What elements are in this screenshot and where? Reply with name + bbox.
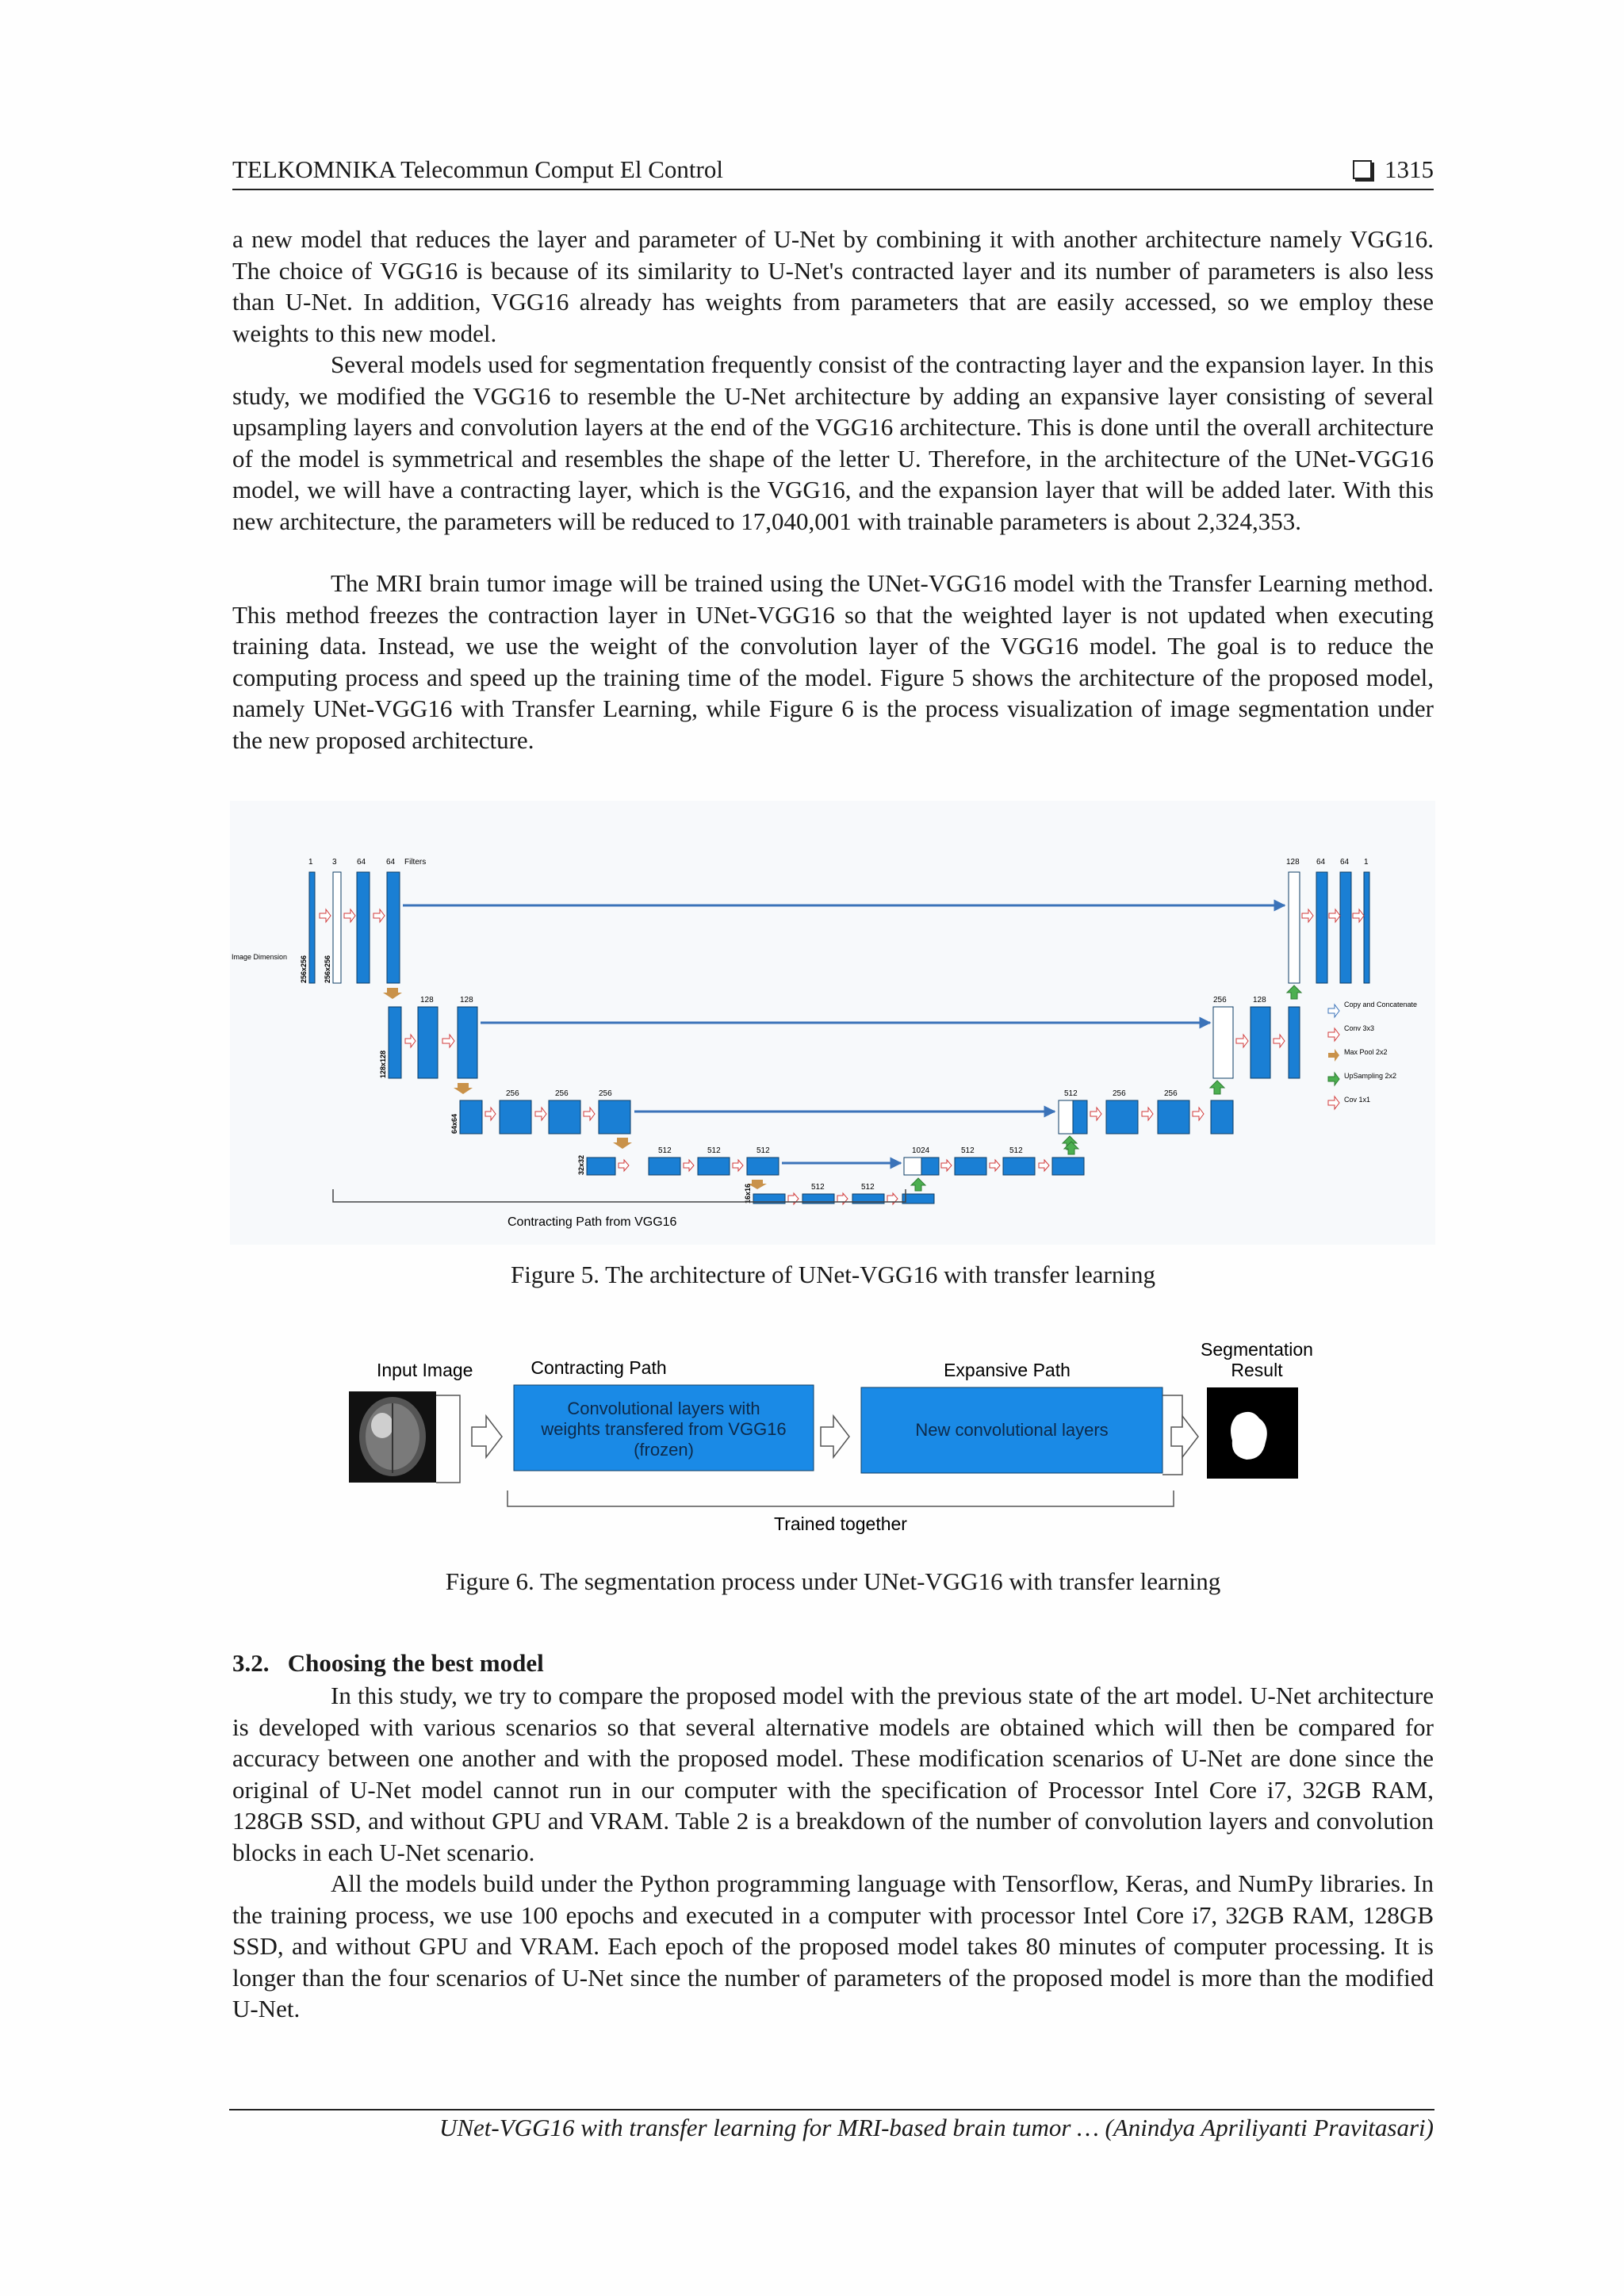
label: 512 <box>961 1146 975 1155</box>
expansive-text: New convolutional layers <box>915 1420 1109 1440</box>
figure-5-unet-architecture <box>230 801 1435 1245</box>
contracting-text: weights transfered from VGG16 <box>541 1419 787 1439</box>
legend-label: Conv 3x3 <box>1344 1024 1375 1032</box>
dim-label: 64x64 <box>450 1113 458 1134</box>
contracting-path-label: Contracting Path <box>530 1357 667 1378</box>
block <box>1073 1100 1087 1134</box>
block <box>747 1158 779 1175</box>
block <box>549 1100 580 1134</box>
block <box>1316 872 1327 983</box>
flow-arrow-icon <box>1171 1416 1198 1457</box>
label: 256 <box>1113 1089 1126 1098</box>
block <box>309 872 315 983</box>
label: 512 <box>1064 1089 1078 1098</box>
legend-label: UpSampling 2x2 <box>1344 1072 1397 1080</box>
label: 256 <box>555 1089 569 1098</box>
filters-label: Filters <box>404 858 427 867</box>
paragraph-1: a new model that reduces the layer and parameter of U-Net by combining it with another architecture namely VGG16. The choice of VGG16 is because of its similarity to U-Net's contracted layer and its number of parameters is also less than U-Net. In addition, VGG16 already has weights from parameters that are easily accessed, so we employ these weights to this new model. <box>232 225 1434 347</box>
label: 256 <box>599 1089 612 1098</box>
contracting-text: Convolutional layers with <box>567 1399 760 1418</box>
dim-label: 32x32 <box>577 1154 585 1175</box>
label: 3 <box>332 858 337 867</box>
block <box>955 1158 986 1175</box>
figure-6-caption: Figure 6. The segmentation process under UNet-VGG16 with transfer learning <box>445 1567 1221 1595</box>
block <box>904 1158 921 1175</box>
block <box>1213 1007 1233 1078</box>
block <box>357 872 370 983</box>
segmentation-result-label: Result <box>1231 1360 1283 1380</box>
dim-label: 128x128 <box>379 1050 387 1078</box>
page-number: 1315 <box>1353 155 1434 184</box>
label: 64 <box>386 858 396 867</box>
paragraph-3: The MRI brain tumor image will be trained using the UNet-VGG16 model with the Transfer Learning method. This method freezes the contraction layer in UNet-VGG16 so that the weighted layer is not updated when executing training data. Instead, we use the weight of the convolution layer of the VGG16 model. The goal is to reduce the computing process and speed up the training time of the model. Figure 5 shows the architecture of the proposed model, namely UNet-VGG16 with Transfer Learning, while Figure 6 is the process visualization of image segmentation under the new proposed architecture. <box>232 569 1434 754</box>
segmentation-result-label: Segmentation <box>1201 1339 1313 1360</box>
dim-label: 256x256 <box>300 955 308 983</box>
section-paragraph-1: In this study, we try to compare the proposed model with the previous state of the art model. U-Net architecture is developed with various scenarios so that several alternative models are obtained which will then be compared for accuracy between one another and with the proposed model. These modification scenarios of U-Net are done since the original of U-Net model cannot run in our computer with the specification of Processor Intel Core i7, 32GB RAM, 128GB SSD, and without GPU and VRAM. Table 2 is a breakdown of the number of convolution layers and convolution blocks in each U-Net scenario. <box>232 1682 1434 1866</box>
block <box>902 1194 934 1203</box>
image-dimension-label: Image Dimension <box>232 953 288 961</box>
contracting-path-label: Contracting Path from VGG16 <box>508 1215 677 1229</box>
label: 256 <box>1164 1089 1178 1098</box>
block <box>921 1158 939 1175</box>
label: 1 <box>308 858 313 867</box>
dim-label: 256x256 <box>324 955 331 983</box>
block <box>1106 1100 1138 1134</box>
label: 128 <box>420 996 434 1004</box>
block <box>387 872 400 983</box>
block <box>458 1007 477 1078</box>
label: 512 <box>658 1146 672 1155</box>
figure-5-caption: Figure 5. The architecture of UNet-VGG16 with transfer learning <box>511 1261 1155 1288</box>
block <box>389 1007 401 1078</box>
trained-together-bracket <box>508 1490 1174 1506</box>
label: 512 <box>756 1146 770 1155</box>
block <box>1289 1007 1300 1078</box>
block <box>460 1100 482 1134</box>
input-image-label: Input Image <box>377 1360 473 1380</box>
block <box>587 1158 615 1175</box>
label: 128 <box>1286 858 1300 867</box>
block <box>1158 1100 1189 1134</box>
block <box>500 1100 531 1134</box>
flow-arrow-icon <box>472 1416 502 1457</box>
block <box>1364 872 1369 983</box>
block <box>599 1100 630 1134</box>
block <box>1003 1158 1035 1175</box>
block <box>698 1158 730 1175</box>
label: 512 <box>811 1183 825 1192</box>
label: 1024 <box>912 1146 930 1155</box>
label: 512 <box>861 1183 875 1192</box>
figure-6-segmentation-process <box>341 1332 1324 1538</box>
section-heading: 3.2. Choosing the best model <box>232 1649 544 1677</box>
label: 512 <box>1009 1146 1023 1155</box>
label: 128 <box>460 996 473 1004</box>
block <box>1052 1158 1084 1175</box>
block <box>1340 872 1351 983</box>
page-footer: UNet-VGG16 with transfer learning for MRI-based brain tumor … (Anindya Apriliyanti Pravitasari) <box>439 2114 1434 2141</box>
block <box>649 1158 680 1175</box>
trained-together-label: Trained together <box>774 1513 907 1534</box>
journal-title: TELKOMNIKA Telecommun Comput El Control <box>232 155 723 183</box>
paragraph-2: Several models used for segmentation frequently consist of the contracting layer and the expansion layer. In this study, we modified the VGG16 to resemble the U-Net architecture by adding an expansive layer consisting of several upsampling layers and convolution layers at the end of the VGG16 architecture. This is done until the overall architecture of the model is symmetrical and resembles the shape of the letter U. Therefore, in the architecture of the UNet-VGG16 model, we will have a contracting layer, which is the VGG16, and the expansion layer that will be added later. With this new architecture, the parameters will be reduced to 17,040,001 with trainable parameters is about 2,324,353. <box>232 350 1434 535</box>
page-header <box>232 154 1434 190</box>
contracting-text: (frozen) <box>634 1440 694 1460</box>
legend-label: Cov 1x1 <box>1344 1096 1371 1104</box>
legend-label: Copy and Concatenate <box>1344 1001 1418 1008</box>
label: 128 <box>1253 996 1266 1004</box>
label: 256 <box>506 1089 519 1098</box>
expansive-path-label: Expansive Path <box>944 1360 1071 1380</box>
label: 64 <box>1316 858 1326 867</box>
legend-label: Max Pool 2x2 <box>1344 1048 1388 1056</box>
block <box>1251 1007 1270 1078</box>
block <box>1289 872 1300 983</box>
block <box>1059 1100 1073 1134</box>
label: 512 <box>707 1146 721 1155</box>
label: 64 <box>357 858 366 867</box>
dim-label: 16x16 <box>744 1183 752 1203</box>
label: 64 <box>1340 858 1350 867</box>
label: 1 <box>1364 858 1369 867</box>
block <box>418 1007 438 1078</box>
section-paragraph-2: All the models build under the Python programming language with Tensorflow, Keras, and NumPy libraries. In the training process, we use 100 epochs and executed in a computer with processor Intel Core i7, 32GB RAM, 128GB SSD, and without GPU and VRAM. Each epoch of the proposed model takes 80 minutes of computer processing. It is longer than the four scenarios of U-Net since the number of parameters of the proposed model is more than the modified U-Net. <box>232 1869 1434 2023</box>
footer-rule <box>229 2109 1434 2110</box>
label: 256 <box>1213 996 1227 1004</box>
block <box>333 872 341 983</box>
square-bullet-icon <box>1353 160 1372 179</box>
block <box>1211 1100 1233 1134</box>
flow-arrow-icon <box>821 1416 849 1457</box>
